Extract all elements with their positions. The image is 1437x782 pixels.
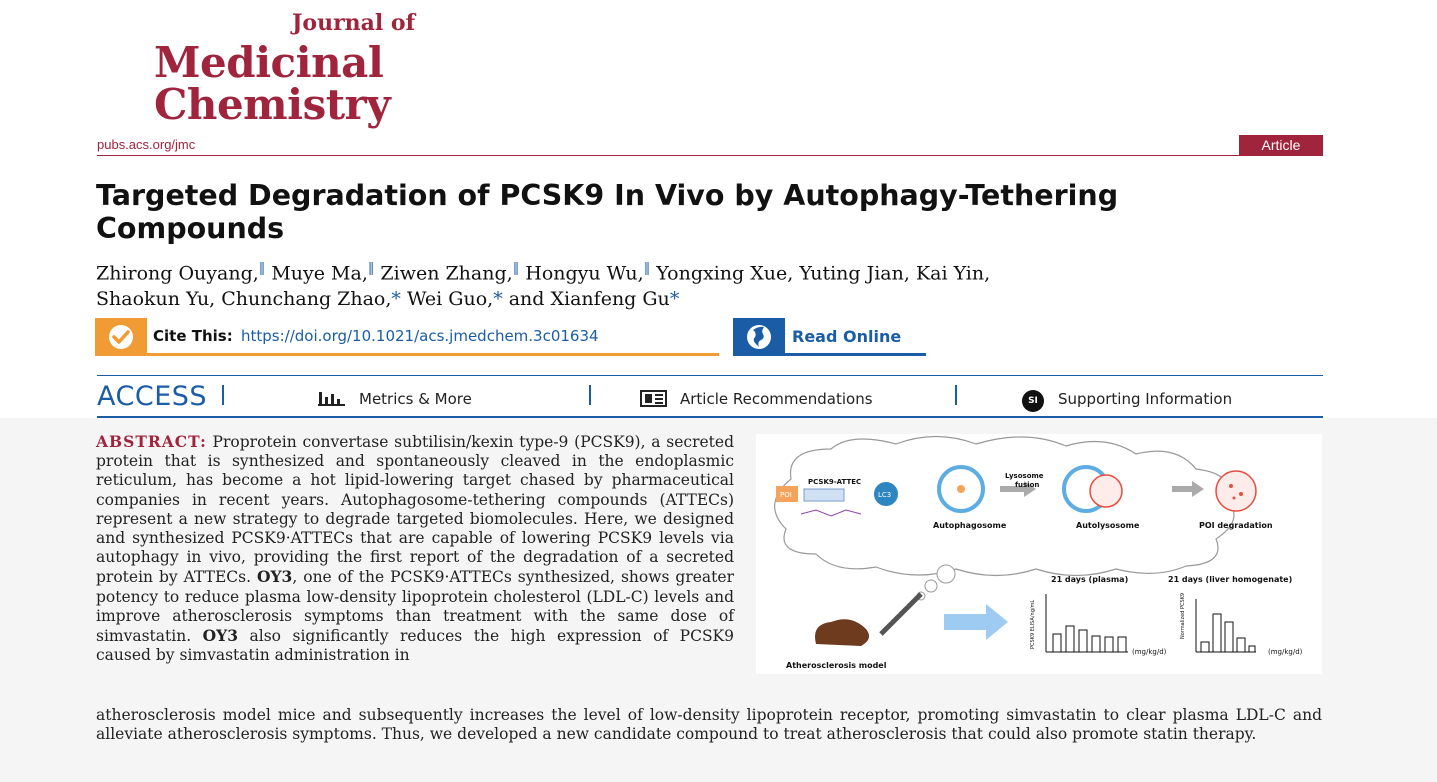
journal-logo-line2: Medicinal — [154, 38, 384, 87]
author-name[interactable]: Chunchang Zhao, — [221, 288, 392, 311]
corresponding-author-mark: * — [391, 288, 401, 311]
author-name[interactable]: Hongyu Wu, — [525, 262, 644, 285]
metrics-button[interactable] — [318, 385, 518, 411]
author-list — [96, 256, 1296, 312]
metrics-label: Metrics & More — [359, 390, 472, 408]
toc-graphic[interactable] — [756, 434, 1322, 674]
chart-liver-ylabel: Normalized PCSK9 — [1180, 592, 1186, 639]
header-divider — [97, 155, 1323, 156]
author-name[interactable]: Shaokun Yu, — [96, 288, 216, 311]
author-mark: ‖ — [258, 261, 266, 276]
chart-bar — [1092, 636, 1100, 652]
cloud-bubble — [925, 580, 937, 592]
lysosome-fusion-label-1: Lysosome — [1005, 472, 1044, 480]
access-separator — [955, 385, 957, 405]
read-online-underline — [785, 353, 926, 356]
chart-bar — [1105, 637, 1113, 652]
access-label: ACCESS — [97, 381, 208, 412]
doi-link[interactable]: https://doi.org/10.1021/acs.jmedchem.3c01634 — [241, 327, 599, 345]
abstract-label: ABSTRACT: — [96, 432, 207, 451]
result-arrow — [944, 604, 1008, 640]
author-name[interactable]: and Xianfeng Gu — [508, 288, 670, 311]
author-mark: ‖ — [512, 261, 520, 276]
author-mark: ‖ — [643, 261, 651, 276]
supporting-information-label: Supporting Information — [1058, 390, 1233, 408]
access-top-divider — [97, 375, 1323, 376]
author-name[interactable]: Yongxing Xue, — [656, 262, 794, 285]
chart-bar — [1079, 630, 1087, 652]
supporting-information-button[interactable] — [1022, 385, 1282, 411]
article-recommendations-button[interactable] — [640, 385, 920, 411]
journal-url-link[interactable]: pubs.acs.org/jmc — [97, 137, 196, 152]
chart-liver-title: 21 days (liver homogenate) — [1168, 575, 1293, 584]
chart-liver-units: (mg/kg/d) — [1268, 648, 1303, 656]
corresponding-author-mark: * — [669, 288, 680, 311]
chart-bar — [1053, 634, 1061, 652]
compound-oy3: OY3 — [202, 626, 238, 646]
poi-label: POI — [780, 491, 792, 499]
journal-logo[interactable] — [150, 8, 420, 129]
author-name[interactable]: Yuting Jian, — [799, 262, 910, 285]
paper-title: Targeted Degradation of PCSK9 In Vivo by Autophagy-Tethering Compounds — [96, 179, 1119, 245]
abstract-text-end: also significantly reduces the high expression of PCSK9 caused by simvastatin administration in — [96, 627, 734, 665]
cite-this-label: Cite This: — [153, 327, 233, 345]
cargo-dot — [957, 485, 965, 493]
journal-logo-line3: Chemistry — [154, 80, 391, 129]
author-name[interactable]: Muye Ma, — [271, 262, 368, 285]
lc3-label: LC3 — [878, 491, 892, 499]
author-name[interactable]: Wei Guo, — [406, 288, 494, 311]
chart-plasma-ylabel: PCSK9 ELISA/ng/mL — [1030, 599, 1036, 649]
lysosome-fusion-label-2: fusion — [1015, 481, 1040, 489]
corresponding-author-mark: * — [493, 288, 503, 311]
journal-logo-line1: Journal of — [292, 10, 416, 36]
thought-cloud — [775, 437, 1234, 576]
access-separator — [589, 385, 591, 405]
read-online-button[interactable] — [733, 318, 926, 356]
pcsk9-attec-label: PCSK9-ATTEC — [808, 478, 862, 486]
lysosome-shape — [1090, 475, 1122, 507]
degradation-lysosome-shape — [1216, 471, 1256, 511]
chart-bar — [1118, 637, 1126, 652]
autolysosome-label: Autolysosome — [1076, 521, 1140, 530]
abstract-text-start: Proprotein convertase subtilisin/kexin type-9 (PCSK9), a secreted protein that is synthesized and spontaneously cleaved in the endoplasmic reticulum, has become a hot lipid-lowering target chased by pharmaceutical companies in recent years. Autophagosome-tethering compounds (ATTECs) represent a new strategy to degrade targeted biomolecules. Here, we designed and synthesized PCSK9·ATTECs that are capable of lowering PCSK9 levels via autophagy in vivo, providing the first report of the degradation of a secreted protein by ATTECs. — [96, 433, 734, 587]
toc-graphic-svg — [756, 434, 1322, 674]
cite-this-button[interactable] — [95, 318, 719, 356]
author-name[interactable]: Kai Yin, — [915, 262, 991, 285]
syringe-shape — [881, 594, 921, 634]
linker-shape — [804, 489, 844, 501]
abstract-text-mid: , one of the PCSK9·ATTECs synthesized, shows greater potency to reduce plasma low-density lipoprotein cholesterol (LDL-C) levels and improve atherosclerosis symptoms than treatment with the same dose of simvastatin. — [96, 568, 734, 646]
atherosclerosis-model-label: Atherosclerosis model — [786, 661, 887, 670]
compound-oy3: OY3 — [256, 567, 293, 587]
newspaper-icon — [640, 390, 668, 407]
si-icon: SI — [1022, 390, 1044, 412]
checkmark-icon — [95, 318, 147, 356]
chart-plasma-title: 21 days (plasma) — [1051, 575, 1129, 584]
chart-bar — [1213, 614, 1221, 652]
cite-underline — [147, 353, 719, 356]
article-recommendations-label: Article Recommendations — [680, 390, 873, 408]
chart-bar — [1237, 638, 1245, 652]
chart-bar — [1249, 646, 1255, 652]
chart-plasma-units: (mg/kg/d) — [1132, 648, 1167, 656]
chart-bar — [1225, 622, 1233, 652]
access-separator — [222, 385, 224, 405]
read-online-label: Read Online — [792, 327, 902, 346]
mouse-shape — [815, 619, 869, 646]
globe-icon — [733, 318, 785, 356]
abstract-text — [96, 432, 734, 665]
cloud-bubble — [937, 565, 955, 583]
chart-bar — [1066, 626, 1074, 652]
author-name[interactable]: Zhirong Ouyang, — [96, 262, 259, 285]
chart-bar — [1201, 642, 1209, 652]
article-type-badge: Article — [1239, 135, 1323, 155]
poi-degradation-label: POI degradation — [1199, 521, 1273, 530]
author-mark: ‖ — [367, 261, 375, 276]
abstract-text-tail: atherosclerosis model mice and subsequently increases the level of low-density lipoprotein receptor, promoting simvastatin to clear plasma LDL-C and alleviate atherosclerosis symptoms. Thus, we developed a new candidate compound to treat atherosclerosis that could also promote statin therapy. — [96, 706, 1322, 744]
autophagosome-label: Autophagosome — [933, 521, 1007, 530]
author-name[interactable]: Ziwen Zhang, — [380, 262, 513, 285]
bar-chart-icon — [318, 390, 346, 406]
